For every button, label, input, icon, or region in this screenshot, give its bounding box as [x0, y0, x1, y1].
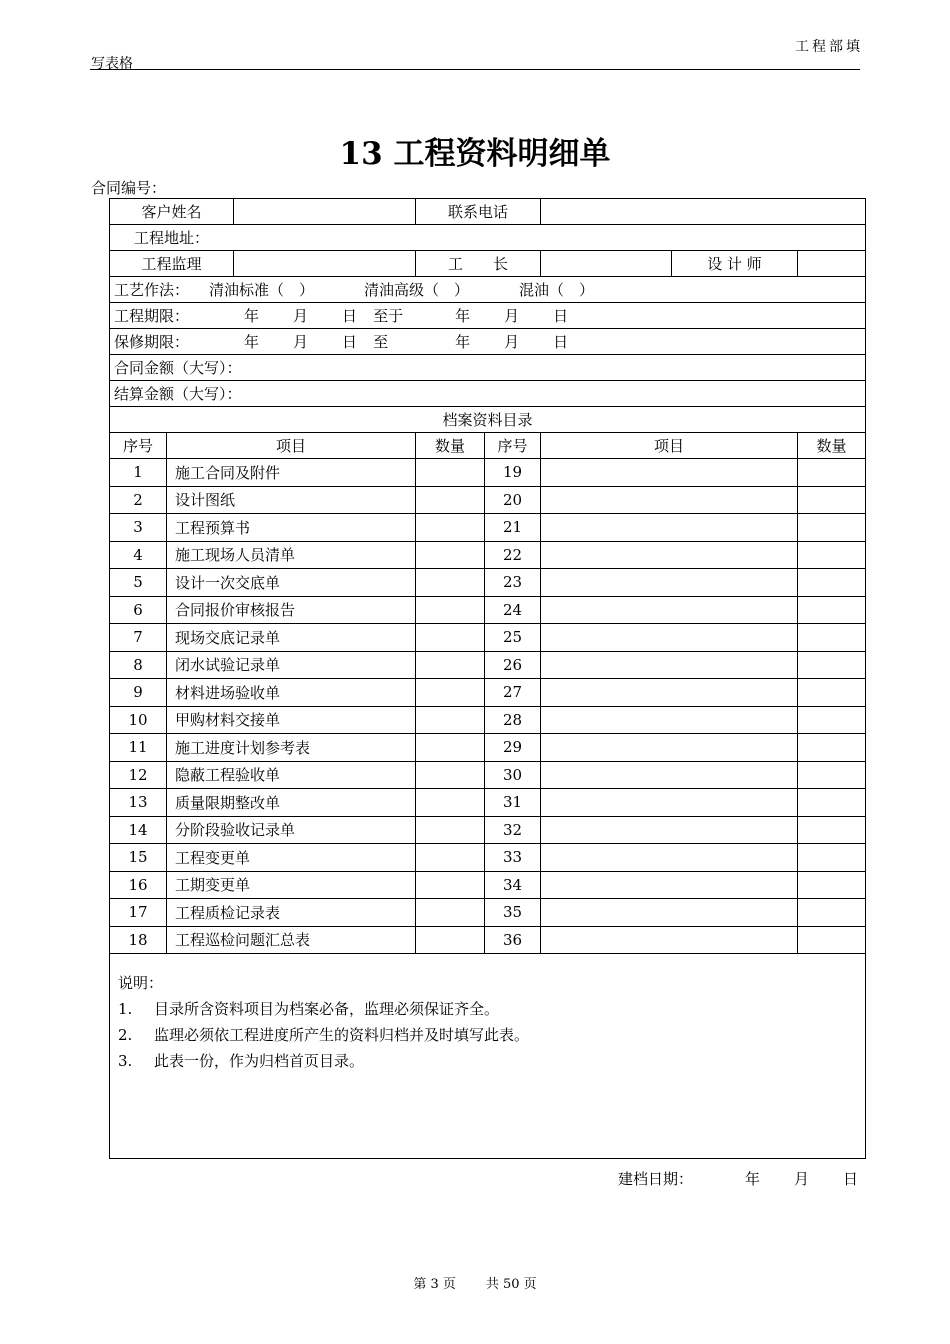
left-item-no: 4 — [110, 541, 167, 569]
page-total: 共 50 页 — [485, 1277, 537, 1292]
catalog-title: 档案资料目录 — [110, 407, 866, 433]
project-documents-form — [109, 198, 866, 1159]
right-item-name[interactable] — [541, 569, 798, 597]
right-item-name[interactable] — [541, 706, 798, 734]
left-item-no: 9 — [110, 679, 167, 707]
left-item-qty[interactable] — [416, 486, 485, 514]
warranty-start-day: 日 — [342, 333, 358, 351]
table-row — [110, 926, 866, 954]
period-end-day: 日 — [553, 307, 569, 325]
right-item-no: 25 — [485, 624, 541, 652]
period-start-year: 年 — [244, 307, 260, 325]
right-item-name[interactable] — [541, 651, 798, 679]
left-item-no: 2 — [110, 486, 167, 514]
table-row — [110, 816, 866, 844]
left-item-qty[interactable] — [416, 596, 485, 624]
period-end-month: 月 — [504, 307, 520, 325]
note-item: 2. 监理必须依工程进度所产生的资料归档并及时填写此表。 — [118, 1026, 530, 1044]
left-item-name: 施工进度计划参考表 — [167, 734, 416, 762]
note-item: 1. 目录所含资料项目为档案必备，监理必须保证齐全。 — [118, 1000, 500, 1018]
left-item-name: 工程巡检问题汇总表 — [167, 926, 416, 954]
catalog-rows — [110, 459, 866, 954]
right-item-no: 34 — [485, 871, 541, 899]
table-row — [110, 486, 866, 514]
right-item-name[interactable] — [541, 486, 798, 514]
right-item-name[interactable] — [541, 596, 798, 624]
table-row — [110, 596, 866, 624]
right-item-name[interactable] — [541, 761, 798, 789]
right-item-name[interactable] — [541, 926, 798, 954]
header-divider — [90, 69, 860, 70]
table-row — [110, 569, 866, 597]
right-item-no: 30 — [485, 761, 541, 789]
warranty-start-month: 月 — [293, 333, 309, 351]
left-item-no: 5 — [110, 569, 167, 597]
right-item-no: 35 — [485, 899, 541, 927]
right-item-no: 28 — [485, 706, 541, 734]
customer-name-label: 客户姓名 — [110, 199, 234, 225]
left-item-no: 10 — [110, 706, 167, 734]
right-item-no: 20 — [485, 486, 541, 514]
right-item-qty[interactable] — [798, 844, 866, 872]
phone-label: 联系电话 — [416, 199, 541, 225]
left-item-qty[interactable] — [416, 624, 485, 652]
right-item-qty[interactable] — [798, 569, 866, 597]
left-item-qty[interactable] — [416, 761, 485, 789]
right-item-no: 21 — [485, 514, 541, 542]
table-row — [110, 541, 866, 569]
left-item-no: 11 — [110, 734, 167, 762]
foreman-label: 工 长 — [416, 251, 541, 277]
left-item-qty[interactable] — [416, 459, 485, 487]
right-item-name[interactable] — [541, 899, 798, 927]
process-label: 工艺作法： — [114, 281, 190, 299]
left-item-no: 12 — [110, 761, 167, 789]
right-item-qty[interactable] — [798, 871, 866, 899]
right-item-name[interactable] — [541, 541, 798, 569]
left-item-qty[interactable] — [416, 651, 485, 679]
right-item-no: 26 — [485, 651, 541, 679]
archive-date-label: 建档日期： — [618, 1170, 694, 1188]
right-item-qty[interactable] — [798, 486, 866, 514]
period-start-day: 日 — [342, 307, 358, 325]
designer-label: 设 计 师 — [672, 251, 798, 277]
left-item-name: 分阶段验收记录单 — [167, 816, 416, 844]
archive-day: 日 — [843, 1170, 859, 1188]
left-item-no: 1 — [110, 459, 167, 487]
right-item-no: 24 — [485, 596, 541, 624]
page-title: 13 工程资料明细单 — [339, 136, 611, 172]
right-no-header: 序号 — [485, 433, 541, 459]
left-item-name: 甲购材料交接单 — [167, 706, 416, 734]
right-item-no: 22 — [485, 541, 541, 569]
warranty-end-day: 日 — [553, 333, 569, 351]
right-item-name[interactable] — [541, 679, 798, 707]
right-item-qty[interactable] — [798, 459, 866, 487]
right-item-qty[interactable] — [798, 734, 866, 762]
right-item-qty[interactable] — [798, 761, 866, 789]
left-item-qty[interactable] — [416, 871, 485, 899]
supervisor-label: 工程监理 — [110, 251, 234, 277]
left-item-name: 施工现场人员清单 — [167, 541, 416, 569]
supervisor-field[interactable] — [234, 251, 416, 277]
table-row — [110, 679, 866, 707]
page-footer — [0, 1273, 950, 1292]
right-item-no: 33 — [485, 844, 541, 872]
left-item-name: 设计图纸 — [167, 486, 416, 514]
left-item-no: 6 — [110, 596, 167, 624]
right-item-qty[interactable] — [798, 514, 866, 542]
left-item-no: 3 — [110, 514, 167, 542]
right-item-name[interactable] — [541, 624, 798, 652]
project-period-label: 工程期限： — [114, 307, 190, 325]
left-item-no: 14 — [110, 816, 167, 844]
right-item-qty[interactable] — [798, 706, 866, 734]
right-item-name[interactable] — [541, 514, 798, 542]
left-item-no: 17 — [110, 899, 167, 927]
table-row — [110, 871, 866, 899]
left-item-name: 工程变更单 — [167, 844, 416, 872]
archive-year: 年 — [745, 1170, 761, 1188]
left-item-no: 13 — [110, 789, 167, 817]
address-row[interactable] — [110, 225, 866, 251]
left-item-name: 设计一次交底单 — [167, 569, 416, 597]
warranty-period-label: 保修期限： — [114, 333, 190, 351]
process-option-mixed[interactable]: 混油（ ） — [519, 281, 595, 299]
left-item-qty[interactable] — [416, 541, 485, 569]
left-item-no: 8 — [110, 651, 167, 679]
period-end-year: 年 — [455, 307, 471, 325]
right-item-qty[interactable] — [798, 651, 866, 679]
table-row — [110, 459, 866, 487]
page-number: 第 3 页 — [413, 1277, 456, 1292]
right-item-name[interactable] — [541, 459, 798, 487]
left-item-no: 7 — [110, 624, 167, 652]
left-qty-header: 数量 — [416, 433, 485, 459]
warranty-to: 至 — [373, 333, 389, 351]
left-item-name: 工期变更单 — [167, 871, 416, 899]
project-period-row — [110, 303, 866, 329]
right-item-qty[interactable] — [798, 624, 866, 652]
left-item-name: 施工合同及附件 — [167, 459, 416, 487]
warranty-start-year: 年 — [244, 333, 260, 351]
table-row — [110, 514, 866, 542]
archive-month: 月 — [794, 1170, 810, 1188]
phone-field[interactable] — [541, 199, 866, 225]
right-item-no: 36 — [485, 926, 541, 954]
right-item-no: 32 — [485, 816, 541, 844]
left-item-qty[interactable] — [416, 844, 485, 872]
period-start-month: 月 — [293, 307, 309, 325]
right-item-name[interactable] — [541, 844, 798, 872]
table-row — [110, 651, 866, 679]
left-item-no: 15 — [110, 844, 167, 872]
right-item-header: 项目 — [541, 433, 798, 459]
right-item-no: 19 — [485, 459, 541, 487]
notes-title: 说明： — [118, 974, 164, 992]
table-row — [110, 734, 866, 762]
header-continuation: 写表格 — [91, 56, 133, 72]
left-item-name: 工程预算书 — [167, 514, 416, 542]
left-item-name: 工程质检记录表 — [167, 899, 416, 927]
table-row — [110, 706, 866, 734]
right-item-name[interactable] — [541, 816, 798, 844]
right-item-name[interactable] — [541, 789, 798, 817]
table-row — [110, 844, 866, 872]
right-item-no: 27 — [485, 679, 541, 707]
designer-field[interactable] — [798, 251, 866, 277]
address-label: 工程地址： — [134, 229, 210, 247]
left-no-header: 序号 — [110, 433, 167, 459]
table-row — [110, 899, 866, 927]
right-item-qty[interactable] — [798, 789, 866, 817]
contract-amount-label: 合同金额（大写）： — [114, 359, 242, 377]
left-item-name: 质量限期整改单 — [167, 789, 416, 817]
left-item-qty[interactable] — [416, 734, 485, 762]
process-row — [110, 277, 866, 303]
contract-amount-row[interactable] — [110, 355, 866, 381]
left-item-no: 16 — [110, 871, 167, 899]
archive-date — [618, 1168, 858, 1189]
right-item-qty[interactable] — [798, 541, 866, 569]
right-item-qty[interactable] — [798, 899, 866, 927]
right-item-qty[interactable] — [798, 926, 866, 954]
settlement-amount-row[interactable] — [110, 381, 866, 407]
right-item-qty[interactable] — [798, 679, 866, 707]
note-item: 3. 此表一份，作为归档首页目录。 — [118, 1052, 365, 1070]
warranty-period-row — [110, 329, 866, 355]
table-row — [110, 789, 866, 817]
left-item-qty[interactable] — [416, 926, 485, 954]
foreman-field[interactable] — [541, 251, 672, 277]
left-item-no: 18 — [110, 926, 167, 954]
left-item-qty[interactable] — [416, 679, 485, 707]
settlement-amount-label: 结算金额（大写）： — [114, 385, 242, 403]
left-item-name: 现场交底记录单 — [167, 624, 416, 652]
right-item-no: 29 — [485, 734, 541, 762]
customer-name-field[interactable] — [234, 199, 416, 225]
left-item-qty[interactable] — [416, 899, 485, 927]
right-item-qty[interactable] — [798, 596, 866, 624]
right-qty-header: 数量 — [798, 433, 866, 459]
right-item-no: 31 — [485, 789, 541, 817]
left-item-qty[interactable] — [416, 789, 485, 817]
right-item-name[interactable] — [541, 734, 798, 762]
left-item-name: 隐蔽工程验收单 — [167, 761, 416, 789]
left-item-name: 材料进场验收单 — [167, 679, 416, 707]
right-item-qty[interactable] — [798, 816, 866, 844]
left-item-header: 项目 — [167, 433, 416, 459]
right-item-name[interactable] — [541, 871, 798, 899]
left-item-qty[interactable] — [416, 816, 485, 844]
left-item-qty[interactable] — [416, 569, 485, 597]
left-item-name: 闭水试验记录单 — [167, 651, 416, 679]
left-item-qty[interactable] — [416, 706, 485, 734]
contract-number-label: 合同编号： — [91, 179, 167, 197]
notes-section — [110, 954, 866, 1159]
warranty-end-month: 月 — [504, 333, 520, 351]
warranty-end-year: 年 — [455, 333, 471, 351]
process-option-standard[interactable]: 清油标准（ ） — [209, 281, 315, 299]
process-option-premium[interactable]: 清油高级（ ） — [364, 281, 470, 299]
period-to: 至于 — [373, 307, 404, 325]
table-row — [110, 624, 866, 652]
header-department: 工程部填 — [795, 39, 863, 55]
left-item-qty[interactable] — [416, 514, 485, 542]
right-item-no: 23 — [485, 569, 541, 597]
left-item-name: 合同报价审核报告 — [167, 596, 416, 624]
table-row — [110, 761, 866, 789]
